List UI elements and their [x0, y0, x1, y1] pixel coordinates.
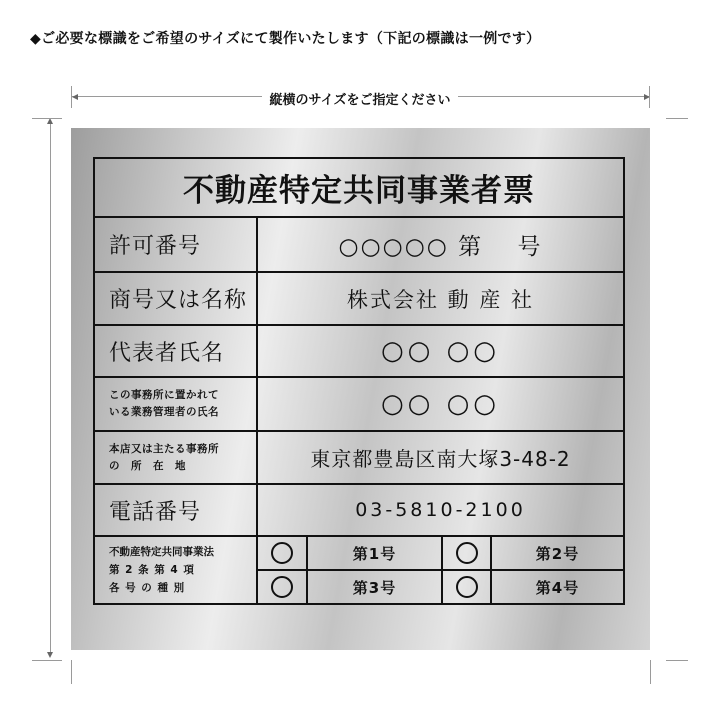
height-tick-top	[32, 118, 62, 119]
sign-row-category	[95, 537, 623, 603]
row-label: 電話番号	[95, 485, 258, 535]
sign-row-company	[95, 273, 623, 326]
row-label	[95, 432, 258, 483]
crop-mark	[666, 660, 688, 661]
circle-marker	[271, 542, 293, 564]
row-value: 株式会社 動 産 社	[346, 287, 535, 312]
label-line: 各 号 の 種 別	[109, 582, 186, 594]
option-checkbox-1[interactable]	[258, 537, 306, 569]
height-arrow-down	[47, 652, 53, 658]
row-value: ○○ ○○	[380, 389, 500, 419]
circle-marker	[456, 576, 478, 598]
label-line: 第 2 条 第 4 項	[109, 564, 195, 576]
option-checkbox-3[interactable]	[258, 571, 306, 603]
option-checkbox-2[interactable]	[443, 537, 490, 569]
option-label-3: 第3号	[352, 578, 397, 597]
row-label: 許可番号	[95, 218, 258, 271]
label-line: いる業務管理者の氏名	[109, 406, 219, 418]
option-label-1: 第1号	[352, 544, 397, 563]
row-value: ○○○○○ 第 号	[338, 234, 543, 260]
crop-mark	[71, 660, 72, 684]
row-label	[95, 378, 258, 430]
label-line: 不動産特定共同事業法	[109, 546, 214, 558]
sign-frame	[93, 157, 625, 605]
label-line: 本店又は主たる事務所	[109, 442, 219, 455]
sign-title: 不動産特定共同事業者票	[95, 159, 623, 218]
circle-marker	[456, 542, 478, 564]
row-value: 東京都豊島区南大塚3-48-2	[310, 447, 571, 471]
sign-row-phone	[95, 485, 623, 537]
row-label: 商号又は名称	[95, 273, 258, 324]
sign-row-manager	[95, 378, 623, 432]
height-tick-bottom	[32, 660, 62, 661]
dimension-note: 縦横のサイズをご指定ください	[0, 89, 720, 108]
sign-row-representative	[95, 326, 623, 378]
crop-mark	[650, 660, 651, 684]
row-label: 代表者氏名	[95, 326, 258, 376]
option-label-4: 第4号	[535, 578, 580, 597]
row-value: 03-5810-2100	[355, 499, 526, 521]
sign-row-address	[95, 432, 623, 485]
circle-marker	[271, 576, 293, 598]
label-line: この事務所に置かれて	[109, 389, 219, 401]
sign-row-license	[95, 218, 623, 273]
row-label	[95, 537, 258, 603]
row-value: ○○ ○○	[380, 336, 500, 366]
page-heading: ◆ご必要な標識をご希望のサイズにて製作いたします（下記の標識は一例です）	[30, 31, 541, 47]
label-line: の 所 在 地	[109, 459, 186, 472]
crop-mark	[666, 118, 688, 119]
option-label-2: 第2号	[535, 544, 580, 563]
category-grid	[258, 537, 623, 603]
height-dimension-line	[50, 120, 51, 656]
sign-plate	[71, 128, 650, 650]
option-checkbox-4[interactable]	[443, 571, 490, 603]
